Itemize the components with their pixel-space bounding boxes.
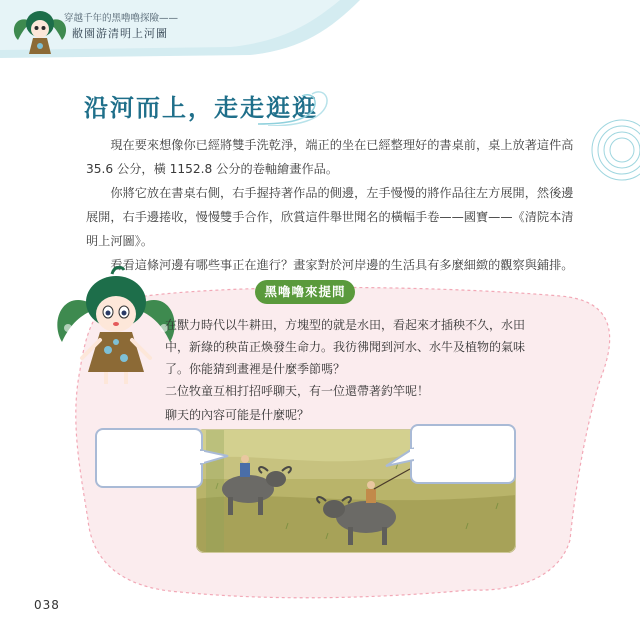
answer-box-right[interactable] (410, 424, 516, 484)
mascot-character-icon (52, 262, 180, 390)
speech-tail-right-icon (384, 446, 414, 470)
body-paragraph-3: 看看這條河邊有哪些事正在進行？畫家對於河岸邊的生活具有多麼細緻的觀察與鋪排。 (86, 258, 574, 272)
question-paragraph-2: 二位牧童互相打招呼聊天，有一位還帶著釣竿呢！ (165, 384, 430, 398)
question-paragraph-1: 在獸力時代以牛耕田，方塊型的就是水田，看起來才插秧不久，水田中，新綠的秧苗正煥發生命力。我彷彿聞到河水、水牛及植物的氣味了。你能猜到畫裡是什麼季節嗎？ (165, 318, 526, 376)
header-series-text: 穿越千年的黑嚕嚕探險—— (64, 13, 179, 24)
speech-tail-left-icon (200, 448, 230, 468)
page-number: 038 (34, 598, 60, 612)
body-paragraph-2: 你將它放在書桌右側，右手握持著作品的側邊，左手慢慢的將作品往左方展開，然後邊展開，右手邊捲收，慢慢雙手合作，欣賞這件舉世聞名的橫幅手卷——國寶——《清院本清明上河圖》。 (86, 186, 574, 248)
question-label: 黑嚕嚕來提問 (255, 280, 355, 304)
answer-box-left[interactable] (95, 428, 203, 488)
body-paragraph-1: 現在要來想像你已經將雙手洗乾淨，端正的坐在已經整理好的書桌前，桌上放著這件高 35.6 公分，橫 1152.8 公分的卷軸繪畫作品。 (86, 138, 574, 176)
question-paragraph-3: 聊天的內容可能是什麼呢？ (165, 408, 310, 422)
section-title: 沿河而上，走走逛逛 (84, 93, 318, 122)
header-subtitle-text: 敝園游清明上河圖 (72, 27, 168, 40)
